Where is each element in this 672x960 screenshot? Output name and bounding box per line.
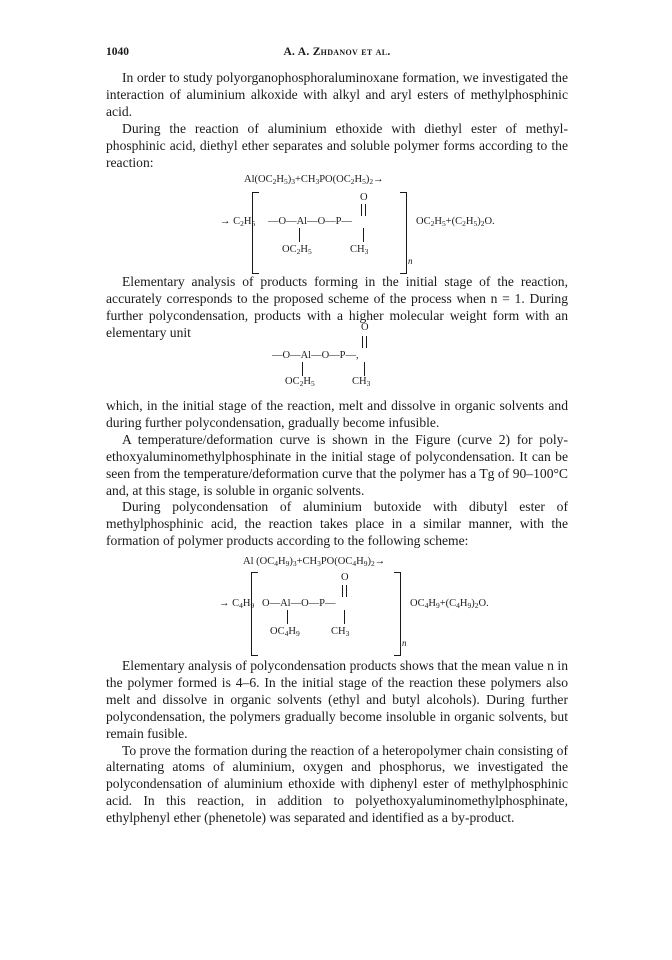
unit-oxygen: O bbox=[361, 322, 369, 333]
text-block-2 bbox=[106, 274, 568, 342]
eq2-al-sub: $OC_4H_9$ bbox=[270, 626, 300, 638]
running-head: A. A. Zhdanov et al. bbox=[283, 46, 391, 58]
unit-p-bond bbox=[364, 362, 365, 376]
eq1-left-bracket bbox=[252, 192, 259, 274]
unit-backbone: —O—Al—O—P—, bbox=[272, 350, 359, 361]
eq2-products: $OC_4H_9+(C_4H_9)_2O$. bbox=[410, 598, 489, 610]
eq1-p-sub: $CH_3$ bbox=[350, 244, 369, 256]
paragraph-4: which, in the initial stage of the reaction, melt and dissolve in organic solvents and during further polycondensation, gradually become infusible. bbox=[106, 398, 568, 430]
eq2-backbone: O—Al—O—P— bbox=[262, 598, 336, 609]
eq2-double-bond bbox=[342, 585, 347, 597]
eq1-right-bracket bbox=[400, 192, 407, 274]
text-block-1 bbox=[106, 70, 568, 171]
page-header bbox=[106, 46, 568, 62]
eq2-arrow-left: → $C_4H_9$ bbox=[219, 598, 255, 610]
eq1-oxygen: O bbox=[360, 192, 368, 203]
eq2-left-bracket bbox=[251, 572, 258, 656]
paragraph-6: During polycondensation of aluminium butoxide with dibutyl ester of methylphosphinic acid, the reaction takes place in a similar manner, with the formation of polymer products according to the following scheme: bbox=[106, 499, 568, 549]
eq2-oxygen: O bbox=[341, 572, 349, 583]
eq2-n: n bbox=[402, 638, 407, 648]
eq2-p-bond bbox=[344, 610, 345, 624]
eq2-reactants: Al $(OC_4H_9)_3+CH_3PO(OC_4H_9)_2\to$ bbox=[243, 556, 386, 568]
eq1-arrow-left: → $C_2H_5$ bbox=[220, 216, 256, 228]
unit-al-bond bbox=[302, 362, 303, 376]
paragraph-1: In order to study polyorganophosphoraluminoxane formation, we investigated the interaction of aluminium alkoxide with alkyl and aryl esters of methylphosphinic acid. bbox=[106, 70, 568, 119]
text-block-3 bbox=[106, 398, 568, 550]
paragraph-3: Elementary analysis of products forming in the initial stage of the reaction, accurately corresponds to the proposed scheme of the process when n = 1. During further polycondensation, products with a higher molecular weight form with an elementary unit bbox=[106, 274, 568, 340]
eq2-right-bracket bbox=[394, 572, 401, 656]
eq1-backbone: —O—Al—O—P— bbox=[268, 216, 353, 227]
eq1-products: $OC_2H_5+(C_2H_5)_2O$. bbox=[416, 216, 495, 228]
eq1-reactants: $Al(OC_2H_5)_3+CH_3PO(OC_2H_5)_2\to$ bbox=[244, 174, 384, 186]
eq1-n: n bbox=[408, 256, 413, 266]
paragraph-8: To prove the formation during the reaction of a heteropolymer chain consisting of alternating atoms of aluminium, oxygen and phosphorus, we investigated the polycondensation of aluminium ethoxide with diphenyl ester of methylphosphinic acid. In this reaction, in addition to polyethoxyaluminomethylphosphinate, ethylphenyl ether (phenetole) was separated and identified as a by-product. bbox=[106, 742, 568, 826]
eq1-al-bond bbox=[299, 228, 300, 242]
text-block-4 bbox=[106, 658, 568, 827]
paragraph-7: Elementary analysis of polycondensation products shows that the mean value n in the polymer formed is 4–6. In the initial stage of the reaction these polymers also melt and dissolve in organic solvents (ethyl and butyl alcohols). During further polycondensation, the polymers gradually become insoluble in organic solvents, but remain fusible. bbox=[106, 658, 568, 741]
paragraph-2: During the reaction of aluminium ethoxide with diethyl ester of methylphosphinic acid, diethyl ether separates and soluble polymer forms according to the reaction: bbox=[106, 120, 568, 170]
eq1-p-bond bbox=[363, 228, 364, 242]
unit-p-sub: $CH_3$ bbox=[352, 376, 371, 388]
eq1-double-bond bbox=[361, 204, 366, 216]
page-number: 1040 bbox=[106, 46, 129, 58]
paragraph-5: A temperature/deformation curve is shown in the Figure (curve 2) for polyethoxyaluminomethylphosphinate in the initial stage of polycondensation. It can be seen from the temperature/deformation curve that the polymer has a Tg of 90–100°C and, at this stage, is soluble in organic solvents. bbox=[106, 431, 568, 498]
eq2-al-bond bbox=[287, 610, 288, 624]
eq2-p-sub: $CH_3$ bbox=[331, 626, 350, 638]
eq1-al-sub: $OC_2H_5$ bbox=[282, 244, 312, 256]
unit-al-sub: $OC_2H_5$ bbox=[285, 376, 315, 388]
unit-double-bond bbox=[362, 336, 367, 348]
